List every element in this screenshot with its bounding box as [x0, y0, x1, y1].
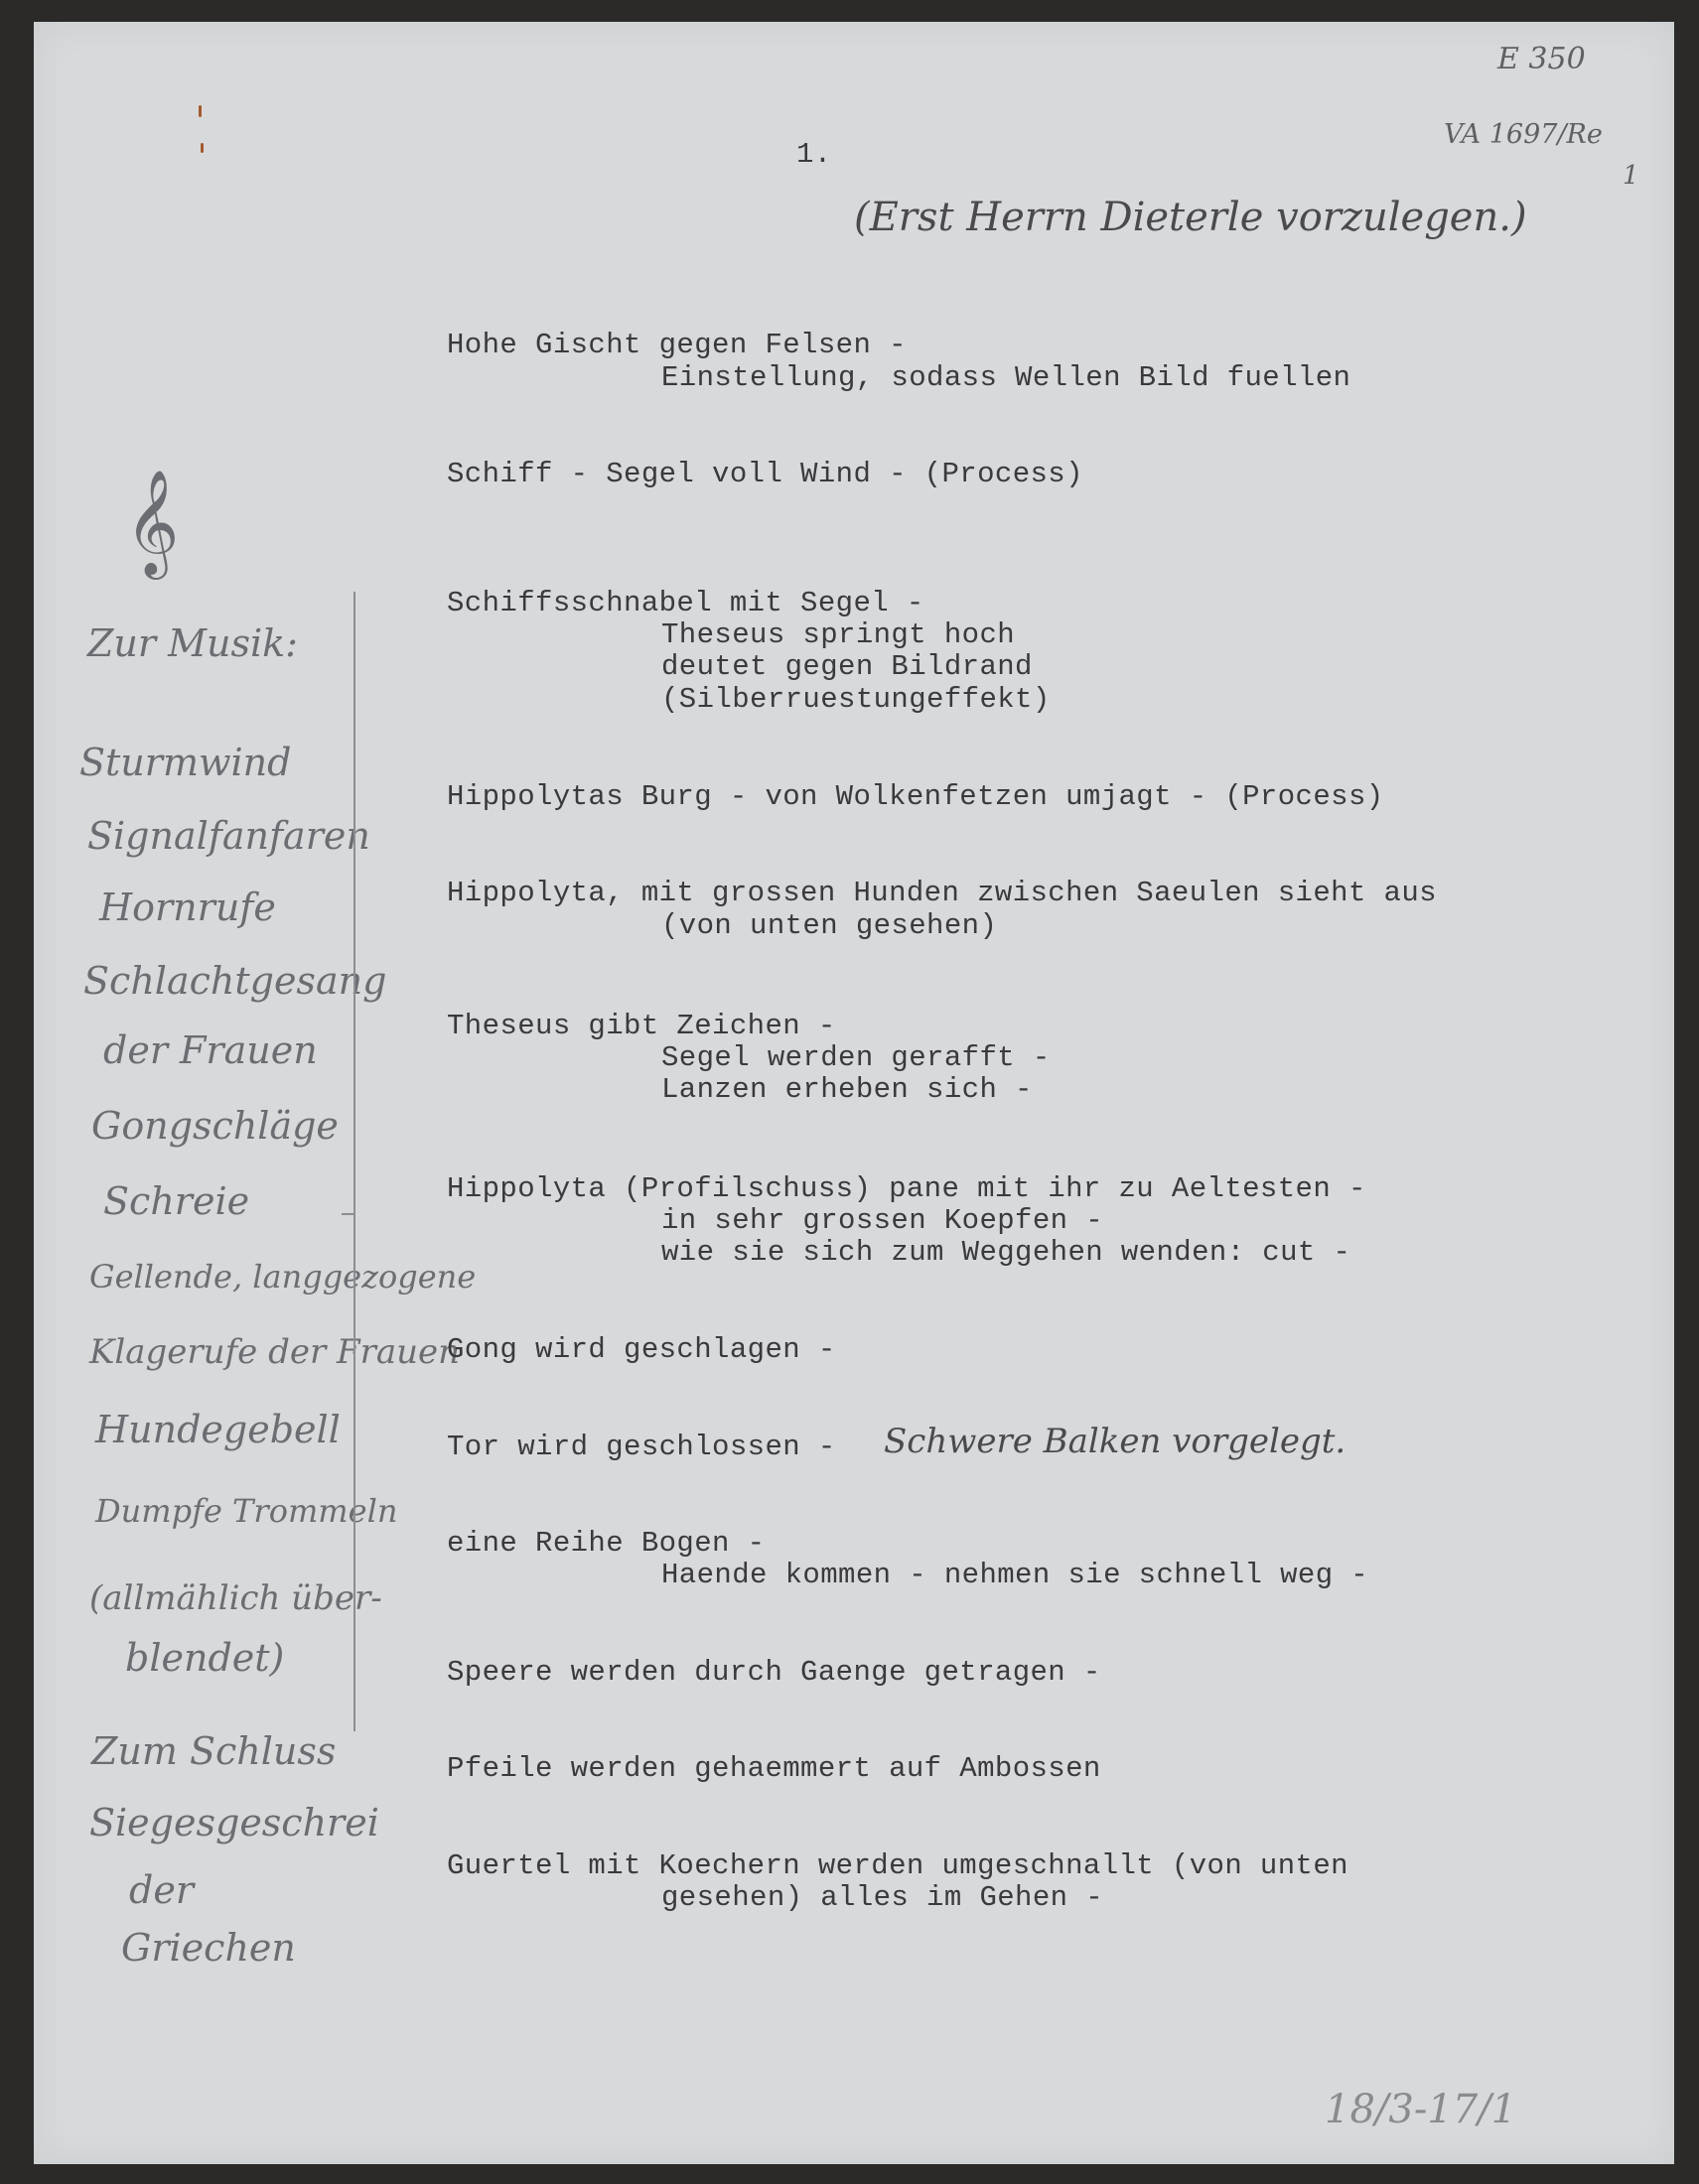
margin-note: Hornrufe	[99, 886, 276, 929]
scene-line: Hohe Gischt gegen Felsen -	[447, 329, 907, 361]
scene-detail: Einstellung, sodass Wellen Bild fuellen	[661, 361, 1351, 394]
scene-detail: (von unten gesehen)	[661, 909, 998, 942]
archive-bottom-code: 18/3-17/1	[1325, 2087, 1517, 2132]
margin-note: der Frauen	[103, 1028, 318, 1072]
margin-note: Siegesgeschrei	[89, 1801, 379, 1844]
scene-line: Schiffsschnabel mit Segel -	[447, 587, 924, 619]
margin-note: Schlachtgesang	[83, 959, 387, 1003]
scene-line: Hippolyta, mit grossen Hunden zwischen Saeulen sieht aus	[447, 877, 1437, 909]
treble-clef-icon: 𝄞	[125, 469, 180, 575]
rust-mark	[199, 105, 202, 117]
margin-note: Dumpfe Trommeln	[95, 1492, 398, 1530]
scene-detail: deutet gegen Bildrand	[661, 650, 1033, 683]
margin-note: Gellende, langgezogene	[89, 1258, 477, 1296]
page-number: 1.	[796, 138, 832, 171]
margin-bracket	[354, 592, 357, 1731]
scene-line: Hippolyta (Profilschuss) pane mit ihr zu Aeltesten -	[447, 1172, 1366, 1205]
scene-line: Tor wird geschlossen -	[447, 1431, 836, 1463]
scene-detail: Lanzen erheben sich -	[661, 1073, 1033, 1106]
margin-note: Zur Musik:	[87, 621, 298, 665]
archive-ref-code: VA 1697/Re	[1444, 119, 1603, 150]
margin-note: Hundegebell	[95, 1408, 341, 1451]
margin-note: blendet)	[125, 1636, 285, 1680]
scene-detail: wie sie sich zum Weggehen wenden: cut -	[661, 1236, 1351, 1269]
margin-note: der	[129, 1868, 194, 1912]
margin-note: Gongschläge	[91, 1104, 339, 1148]
margin-note: (allmählich über-	[89, 1578, 382, 1618]
scene-detail: Haende kommen - nehmen sie schnell weg -	[661, 1559, 1369, 1591]
archive-ref-sub: 1	[1623, 161, 1639, 191]
scene-line: Pfeile werden gehaemmert auf Ambossen	[447, 1752, 1101, 1785]
scene-detail: Segel werden gerafft -	[661, 1041, 1051, 1074]
scene-line: Theseus gibt Zeichen -	[447, 1010, 836, 1042]
scene-line: Hippolytas Burg - von Wolkenfetzen umjagt - (Process)	[447, 780, 1384, 813]
scene-detail: (Silberruestungeffekt)	[661, 683, 1051, 716]
header-note: (Erst Herrn Dieterle vorzulegen.)	[854, 195, 1527, 240]
margin-note: Zum Schluss	[91, 1729, 337, 1773]
typescript-page	[34, 22, 1674, 2164]
scene-detail: Theseus springt hoch	[661, 618, 1016, 651]
scene-handwritten-addition: Schwere Balken vorgelegt.	[884, 1422, 1346, 1461]
scene-line: eine Reihe Bogen -	[447, 1527, 766, 1560]
margin-note: Griechen	[121, 1926, 296, 1970]
margin-note: Schreie	[103, 1179, 250, 1223]
scene-detail: gesehen) alles im Gehen -	[661, 1881, 1104, 1914]
scene-detail: in sehr grossen Koepfen -	[661, 1204, 1104, 1237]
margin-note: Signalfanfaren	[87, 814, 370, 858]
rust-mark	[201, 143, 204, 153]
margin-bracket-tick	[342, 1213, 355, 1215]
margin-note: Sturmwind	[79, 741, 292, 784]
scene-line: Schiff - Segel voll Wind - (Process)	[447, 458, 1083, 490]
margin-note: Klagerufe der Frauen	[89, 1332, 461, 1372]
archive-top-code: E 350	[1497, 42, 1586, 76]
scene-line: Gong wird geschlagen -	[447, 1333, 836, 1366]
scene-line: Guertel mit Koechern werden umgeschnallt (von unten	[447, 1849, 1348, 1882]
scene-line: Speere werden durch Gaenge getragen -	[447, 1656, 1101, 1689]
